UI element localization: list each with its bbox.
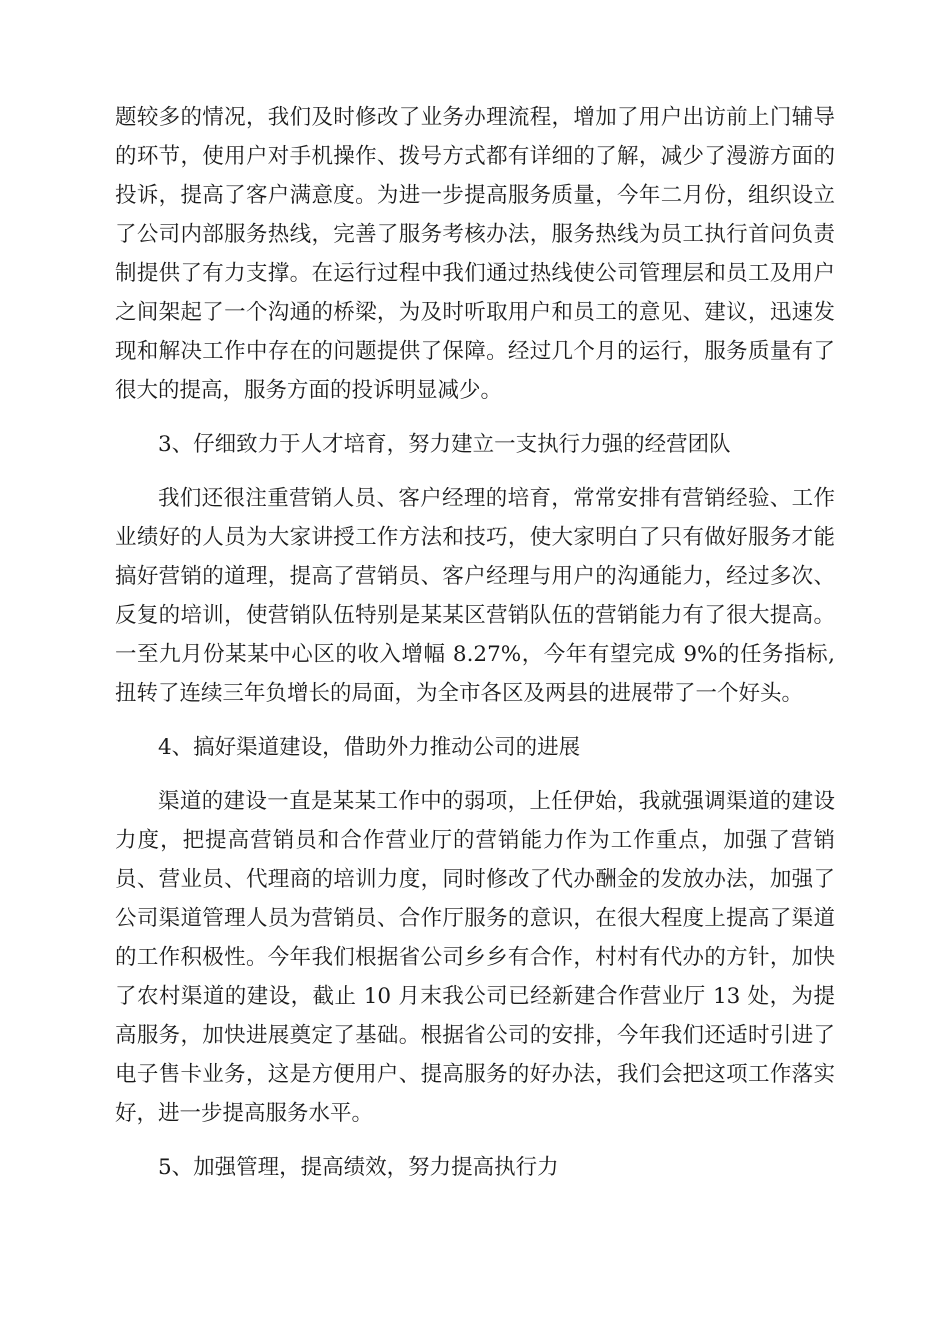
paragraph-service-hotline: 题较多的情况，我们及时修改了业务办理流程，增加了用户出访前上门辅导的环节，使用户对手机操作、拨号方式都有详细的了解，减少了漫游方面的投诉，提高了客户满意度。为进一步提高服务质量，今年二月份，组织设立了公司内部服务热线，完善了服务考核办法，服务热线为员工执行首问负责制提供了有力支撑。在运行过程中我们通过热线使公司管理层和员工及用户之间架起了一个沟通的桥梁，为及时听取用户和员工的意见、建议，迅速发现和解决工作中存在的问题提供了保障。经过几个月的运行，服务质量有了很大的提高，服务方面的投诉明显减少。 (115, 105, 835, 403)
paragraph-channel-building: 渠道的建设一直是某某工作中的弱项，上任伊始，我就强调渠道的建设力度，把提高营销员和合作营业厅的营销能力作为工作重点，加强了营销员、营业员、代理商的培训力度，同时修改了代办酬金的发放办法，加强了公司渠道管理人员为营销员、合作厅服务的意识，在很大程度上提高了渠道的工作积极性。今年我们根据省公司乡乡有合作，村村有代办的方针，加快了农村渠道的建设，截止 10 月末我公司已经新建合作营业厅 13 处，为提高服务，加快进展奠定了基础。根据省公司的安排，今年我们还适时引进了电子售卡业务，这是方便用户、提高服务的好办法，我们会把这项工作落实好，进一步提高服务水平。 (115, 789, 835, 1126)
document-body (115, 98, 835, 1202)
section-heading-3: 3、仔细致力于人才培育，努力建立一支执行力强的经营团队 (158, 432, 731, 457)
section-heading-5: 5、加强管理，提高绩效，努力提高执行力 (158, 1155, 559, 1180)
section-heading-4: 4、搞好渠道建设，借助外力推动公司的进展 (158, 735, 581, 760)
paragraph-talent-training: 我们还很注重营销人员、客户经理的培育，常常安排有营销经验、工作业绩好的人员为大家讲授工作方法和技巧，使大家明白了只有做好服务才能搞好营销的道理，提高了营销员、客户经理与用户的沟通能力，经过多次、反复的培训，使营销队伍特别是某某区营销队伍的营销能力有了很大提高。一至九月份某某中心区的收入增幅 8.27%，今年有望完成 9%的任务指标,扭转了连续三年负增长的局面，为全市各区及两县的进展带了一个好头。 (115, 486, 835, 706)
